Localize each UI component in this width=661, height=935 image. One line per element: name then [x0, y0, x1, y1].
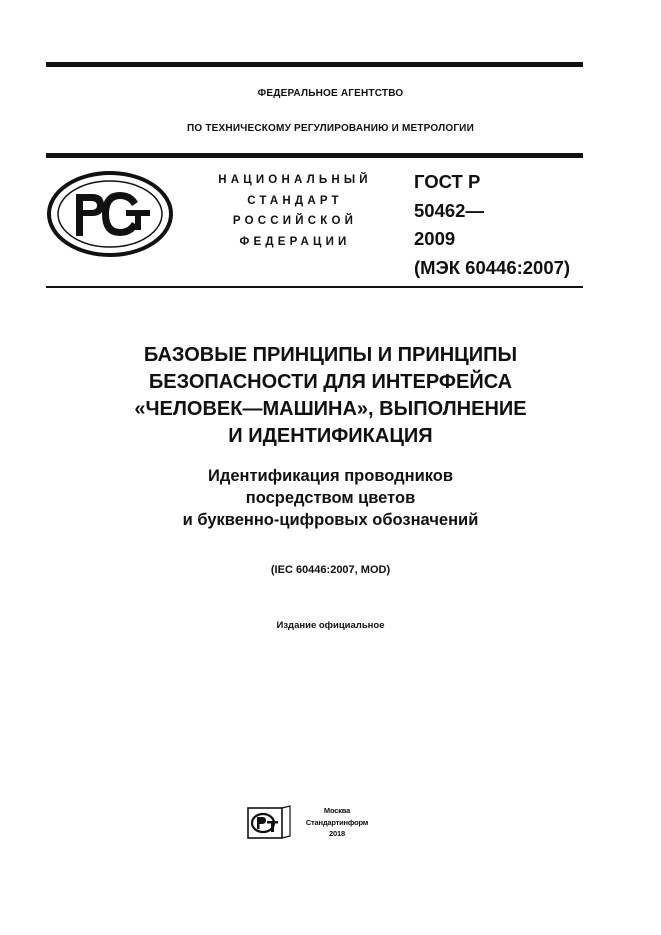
title-line: «ЧЕЛОВЕК—МАШИНА», ВЫПОЛНЕНИЕ	[134, 398, 527, 420]
gost-line: ГОСТ Р	[414, 171, 481, 192]
publisher-logo-icon	[247, 805, 291, 839]
national-standard-line: ФЕДЕРАЦИИ	[239, 235, 351, 248]
publisher-line: Стандартинформ	[305, 817, 369, 827]
agency-line-2: ПО ТЕХНИЧЕСКОМУ РЕГУЛИРОВАНИЮ И МЕТРОЛОГИИ	[187, 123, 474, 134]
national-standard-line: НАЦИОНАЛЬНЫЙ	[218, 174, 372, 186]
gost-line: (МЭК 60446:2007)	[414, 256, 571, 278]
subtitle-line: посредством цветов	[245, 489, 416, 507]
gost-line: 50462—	[414, 199, 484, 221]
iec-reference: (IEC 60446:2007, MOD)	[270, 564, 391, 576]
document-title	[60, 342, 601, 450]
title-line: БЕЗОПАСНОСТИ ДЛЯ ИНТЕРФЕЙСА	[148, 371, 513, 393]
national-standard-line: РОССИЙСКОЙ	[232, 215, 358, 227]
subtitle-line: Идентификация проводников	[208, 467, 453, 485]
subtitle-line: и буквенно-цифровых обозначений	[182, 511, 479, 529]
title-line: И ИДЕНТИФИКАЦИЯ	[228, 425, 433, 447]
edition-note: Издание официальное	[276, 620, 385, 631]
national-standard-label	[200, 170, 390, 252]
top-rule	[46, 62, 583, 67]
publisher-imprint	[296, 805, 378, 840]
document-subtitle	[60, 465, 601, 531]
gost-line: 2009	[414, 228, 456, 249]
header-rule	[46, 153, 583, 158]
title-line: БАЗОВЫЕ ПРИНЦИПЫ И ПРИНЦИПЫ	[143, 344, 518, 366]
rst-logo-icon	[46, 170, 174, 258]
standard-block-rule	[46, 286, 583, 288]
gost-designation	[414, 168, 594, 282]
publisher-line: 2018	[329, 829, 345, 838]
national-standard-line: СТАНДАРТ	[247, 194, 343, 207]
publisher-line: Москва	[323, 806, 351, 815]
agency-line-1: ФЕДЕРАЛЬНОЕ АГЕНТСТВО	[257, 88, 404, 99]
